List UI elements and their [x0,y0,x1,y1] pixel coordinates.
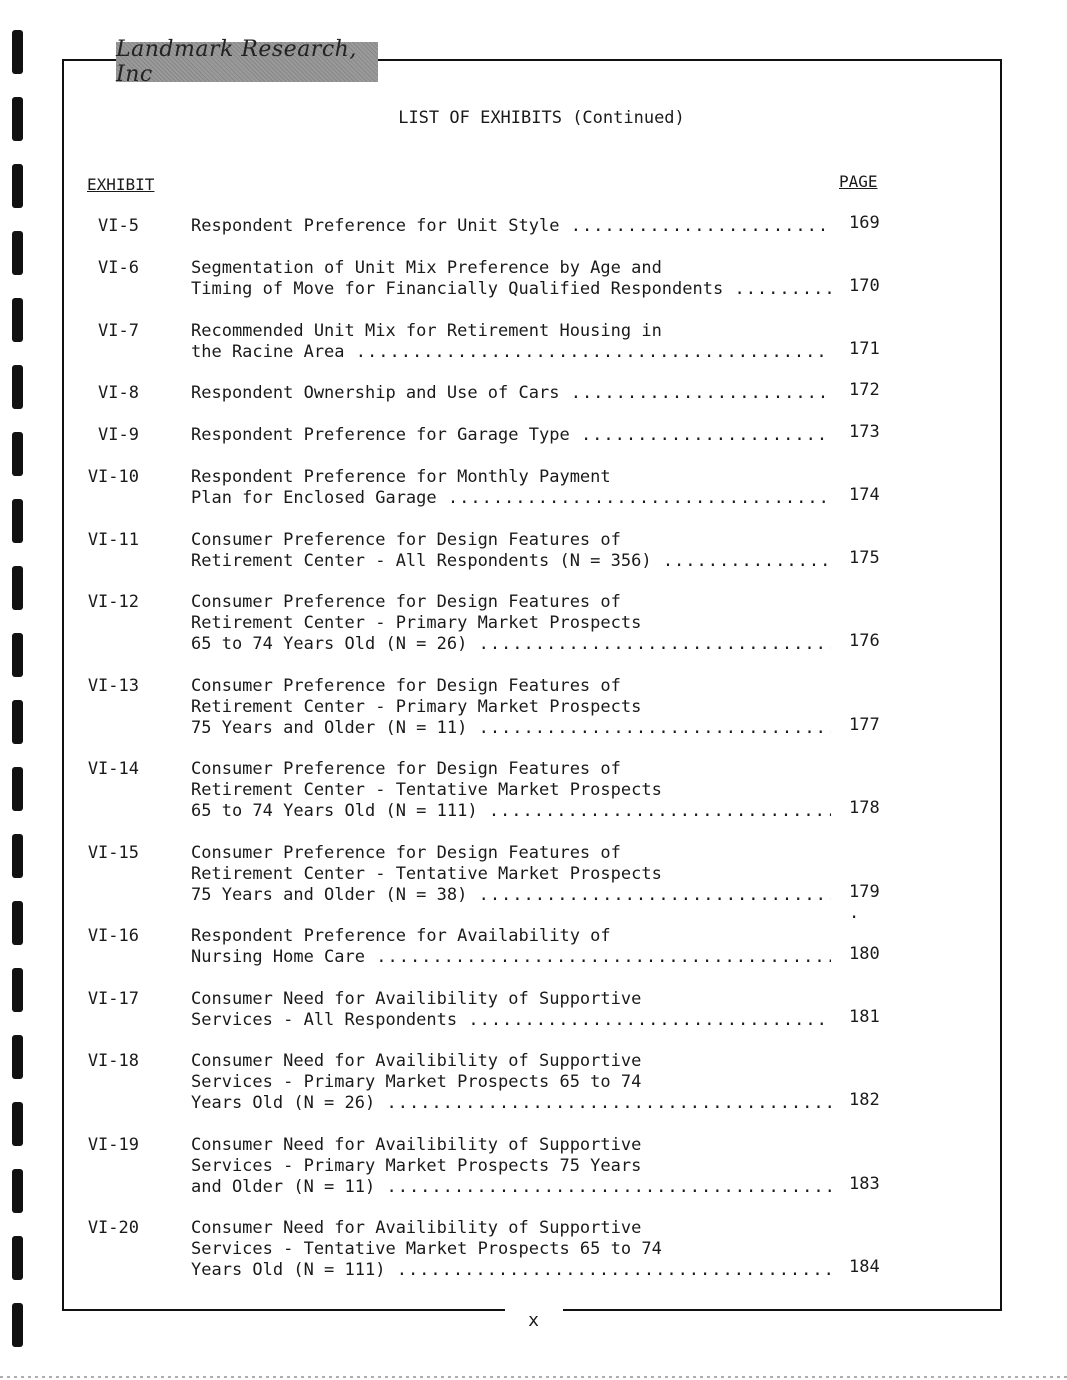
exhibit-page-number: 176 [849,631,880,651]
exhibit-title-line: Consumer Preference for Design Features of [191,676,621,696]
exhibit-title-line: Segmentation of Unit Mix Preference by Age and [191,258,662,278]
exhibit-title-line: Plan for Enclosed Garage ..... [191,488,831,509]
exhibit-number: VI-15 [87,843,139,863]
exhibit-number: VI-7 [98,321,139,341]
exhibit-title [191,1218,831,1281]
exhibit-title-line: Respondent Ownership and Use of Cars ..... [191,383,831,404]
exhibit-title [191,467,831,509]
exhibit-page-number: 183 [849,1174,880,1194]
exhibit-page-number: 181 [849,1007,880,1027]
exhibit-page-number: 180 [849,944,880,964]
exhibit-title-line: Consumer Need for Availibility of Supportive [191,1218,642,1238]
exhibit-title-line: Retirement Center - Tentative Market Prospects [191,864,662,884]
exhibit-title-line: Nursing Home Care ..... [191,947,831,968]
exhibit-title [191,843,831,906]
exhibit-title-line: Years Old (N = 26) ..... [191,1093,831,1114]
exhibit-title-line: 65 to 74 Years Old (N = 111) ..... [191,801,831,822]
exhibit-title [191,1135,831,1198]
exhibit-title [191,321,831,363]
exhibit-number: VI-18 [87,1051,139,1071]
column-header-page: PAGE [839,172,878,191]
exhibit-title-line: Consumer Preference for Design Features of [191,530,621,550]
exhibit-title-line: Consumer Preference for Design Features of [191,843,621,863]
exhibit-number: VI-14 [87,759,139,779]
exhibit-title-line: Retirement Center - Primary Market Prospects [191,613,642,633]
exhibit-title-line: and Older (N = 11) ..... [191,1177,831,1198]
exhibit-title-line: Services - Tentative Market Prospects 65 to 74 [191,1239,662,1259]
company-logo [116,37,378,87]
exhibit-page-number: 178 [849,798,880,818]
exhibit-page-number: 182 [849,1090,880,1110]
page-number: x [528,1310,539,1331]
exhibit-title-line: Consumer Need for Availibility of Supportive [191,1135,642,1155]
exhibit-title-line: Consumer Need for Availibility of Supportive [191,989,642,1009]
exhibit-title-line: Consumer Preference for Design Features of [191,592,621,612]
exhibit-page-number: 177 [849,715,880,735]
exhibit-title-line: 75 Years and Older (N = 11) ..... [191,718,831,739]
binding-hole [12,1169,23,1213]
scan-artifact [0,1376,1067,1378]
binding-hole [12,30,23,74]
exhibit-number: VI-6 [98,258,139,278]
exhibit-page-number: 173 [849,422,880,442]
exhibit-title-line: Recommended Unit Mix for Retirement Housing in [191,321,662,341]
exhibit-title [191,759,831,822]
exhibit-page-number: 184 [849,1257,880,1277]
exhibit-title [191,216,831,237]
exhibit-title [191,1051,831,1114]
exhibit-title-line: 65 to 74 Years Old (N = 26) ..... [191,634,831,655]
exhibit-title-line: Respondent Preference for Monthly Payment [191,467,611,487]
exhibit-number: VI-13 [87,676,139,696]
exhibit-title [191,989,831,1031]
exhibit-title-line: Years Old (N = 111) ..... [191,1260,831,1281]
exhibit-page-number: 175 [849,548,880,568]
exhibit-title-line: Retirement Center - All Respondents (N = 356) ..... [191,551,831,572]
exhibit-page-number: 174 [849,485,880,505]
exhibit-number: VI-20 [87,1218,139,1238]
exhibit-page-number: 170 [849,276,880,296]
exhibit-title-line: Retirement Center - Tentative Market Prospects [191,780,662,800]
exhibit-number: VI-8 [98,383,139,403]
exhibit-number: VI-11 [87,530,139,550]
exhibit-title [191,676,831,739]
logo-text: Landmark Research, Inc [116,37,357,87]
exhibit-title-line: the Racine Area ..... [191,342,831,363]
page-title: LIST OF EXHIBITS (Continued) [398,108,685,128]
exhibit-title-line: Timing of Move for Financially Qualified Respondents ..... [191,279,831,300]
exhibit-title-line: Respondent Preference for Garage Type ..... [191,425,831,446]
exhibit-page-number: 171 [849,339,880,359]
exhibit-number: VI-10 [87,467,139,487]
exhibit-title-line: Consumer Preference for Design Features of [191,759,621,779]
binding-hole [12,164,23,208]
exhibit-number: VI-16 [87,926,139,946]
exhibit-title [191,530,831,572]
column-header-exhibit: EXHIBIT [87,175,155,194]
binding-hole [12,1236,23,1280]
exhibit-title-line: Services - All Respondents ..... [191,1010,831,1031]
binding-hole [12,700,23,744]
exhibit-title [191,425,831,446]
exhibit-page-number: 169 [849,213,880,233]
exhibit-page-number: 172 [849,380,880,400]
exhibit-number: VI-9 [98,425,139,445]
exhibit-title-line: Services - Primary Market Prospects 65 to 74 [191,1072,642,1092]
exhibit-title-line: Consumer Need for Availibility of Supportive [191,1051,642,1071]
exhibit-title [191,258,831,300]
exhibit-title [191,592,831,655]
exhibit-title-line: 75 Years and Older (N = 38) ..... [191,885,831,906]
exhibit-title [191,383,831,404]
exhibit-number: VI-5 [98,216,139,236]
exhibit-number: VI-19 [87,1135,139,1155]
exhibit-number: VI-12 [87,592,139,612]
exhibit-title-line: Services - Primary Market Prospects 75 Years [191,1156,642,1176]
exhibit-title-line: Respondent Preference for Unit Style ..... [191,216,831,237]
exhibit-title-line: Retirement Center - Primary Market Prospects [191,697,642,717]
exhibit-number: VI-17 [87,989,139,1009]
exhibit-title [191,926,831,968]
binding-hole [12,633,23,677]
exhibit-title-line: Respondent Preference for Availability of [191,926,611,946]
exhibit-page-number: 179 . [849,882,880,923]
